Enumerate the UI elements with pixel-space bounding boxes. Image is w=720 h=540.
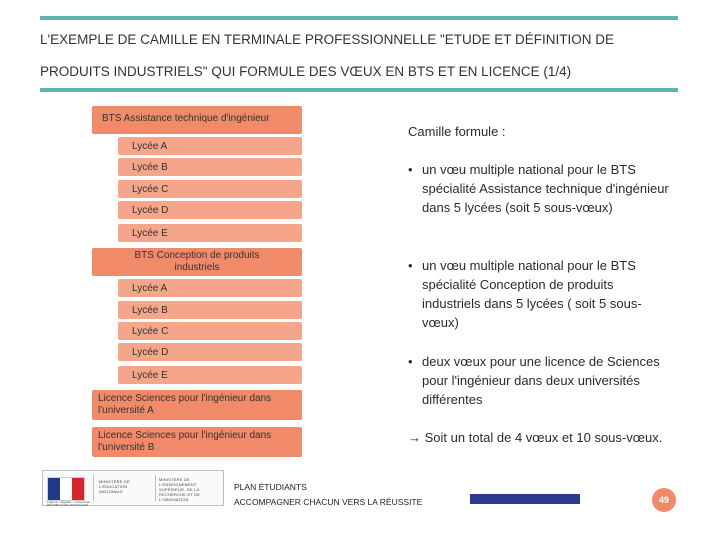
bts2-lycee-c xyxy=(118,322,302,340)
bullet-item-1 xyxy=(408,160,670,217)
footer-bar xyxy=(470,494,580,504)
bullet-icon: • xyxy=(408,162,413,177)
bts1-lycee-c xyxy=(118,180,302,198)
bts2-lycee-b xyxy=(118,301,302,319)
bts1-lycee-e xyxy=(118,224,302,242)
french-flag-icon xyxy=(47,477,85,501)
bullet-text-1: un vœu multiple national pour le BTS spécialité Assistance technique d'ingénieur dans 5 lycées (soit 5 sous-vœux) xyxy=(422,162,669,215)
bts2-lycee-d-label: Lycée D xyxy=(132,347,169,358)
logo-divider xyxy=(93,475,94,501)
total-label: Soit un total de 4 vœux et 10 sous-vœux. xyxy=(424,430,663,445)
logo-divider xyxy=(155,475,156,501)
bts2-lycee-c-label: Lycée C xyxy=(132,326,169,337)
bullet-item-2 xyxy=(408,256,670,332)
licence-b-label: Licence Sciences pour l'ingénieur dans l'université B xyxy=(98,430,272,453)
arrow-right-icon: → xyxy=(408,430,421,445)
plan-subtitle: ACCOMPAGNER CHACUN VERS LA RÉUSSITE xyxy=(234,497,423,507)
title-underline xyxy=(40,88,678,92)
ministry-1-text: MINISTÈRE DE L'ÉDUCATION NATIONALE xyxy=(99,479,130,494)
bts-assistance-label: BTS Assistance technique d'ingénieur xyxy=(102,113,270,124)
bts-conception-box xyxy=(92,248,302,276)
total-text xyxy=(408,428,670,447)
bts2-lycee-b-label: Lycée B xyxy=(132,305,168,316)
bullet-text-3: deux vœux pour une licence de Sciences pour l'ingénieur dans deux universités différentes xyxy=(422,354,660,407)
intro-text: Camille formule : xyxy=(408,124,506,139)
licence-b-box xyxy=(92,427,302,457)
licence-a-label: Licence Sciences pour l'ingénieur dans l'université A xyxy=(98,393,272,416)
bts2-lycee-d xyxy=(118,343,302,361)
ministry-logo xyxy=(42,470,224,506)
bts1-lycee-b xyxy=(118,158,302,176)
bts2-lycee-e-label: Lycée E xyxy=(132,370,168,381)
top-rule xyxy=(40,16,678,20)
bts1-lycee-c-label: Lycée C xyxy=(132,184,169,195)
bts-conception-label: BTS Conception de produits industriels xyxy=(134,250,260,273)
bts1-lycee-a xyxy=(118,137,302,155)
bts1-lycee-e-label: Lycée E xyxy=(132,228,168,239)
bts1-lycee-d-label: Lycée D xyxy=(132,205,169,216)
republic-text: Liberté • Égalité • Fraternité RÉPUBLIQUE FRANÇAISE xyxy=(47,500,90,507)
plan-title: PLAN ÉTUDIANTS xyxy=(234,482,307,492)
licence-a-box xyxy=(92,390,302,420)
bts2-lycee-a xyxy=(118,279,302,297)
bts1-lycee-b-label: Lycée B xyxy=(132,162,168,173)
bts-assistance-box xyxy=(92,106,302,134)
bts2-lycee-a-label: Lycée A xyxy=(132,283,168,294)
bts1-lycee-a-label: Lycée A xyxy=(132,141,168,152)
bullet-item-3 xyxy=(408,352,670,409)
plan-etudiants xyxy=(234,480,422,510)
slide-title: L'EXEMPLE DE CAMILLE EN TERMINALE PROFESSIONNELLE "ETUDE ET DÉFINITION DE PRODUITS INDUSTRIELS" QUI FORMULE DES VŒUX EN BTS ET EN LICENCE (1/4) xyxy=(40,32,615,79)
bullet-icon: • xyxy=(408,354,413,369)
page-number-badge: 49 xyxy=(652,488,676,512)
bts1-lycee-d xyxy=(118,201,302,219)
bullet-text-2: un vœu multiple national pour le BTS spécialité Conception de produits industriels dans 5 lycées ( soit 5 sous-vœux) xyxy=(422,258,642,330)
ministry-2-text: MINISTÈRE DE L'ENSEIGNEMENT SUPÉRIEUR, DE LA RECHERCHE ET DE L'INNOVATION xyxy=(159,477,201,502)
bts2-lycee-e xyxy=(118,366,302,384)
bullet-icon: • xyxy=(408,258,413,273)
